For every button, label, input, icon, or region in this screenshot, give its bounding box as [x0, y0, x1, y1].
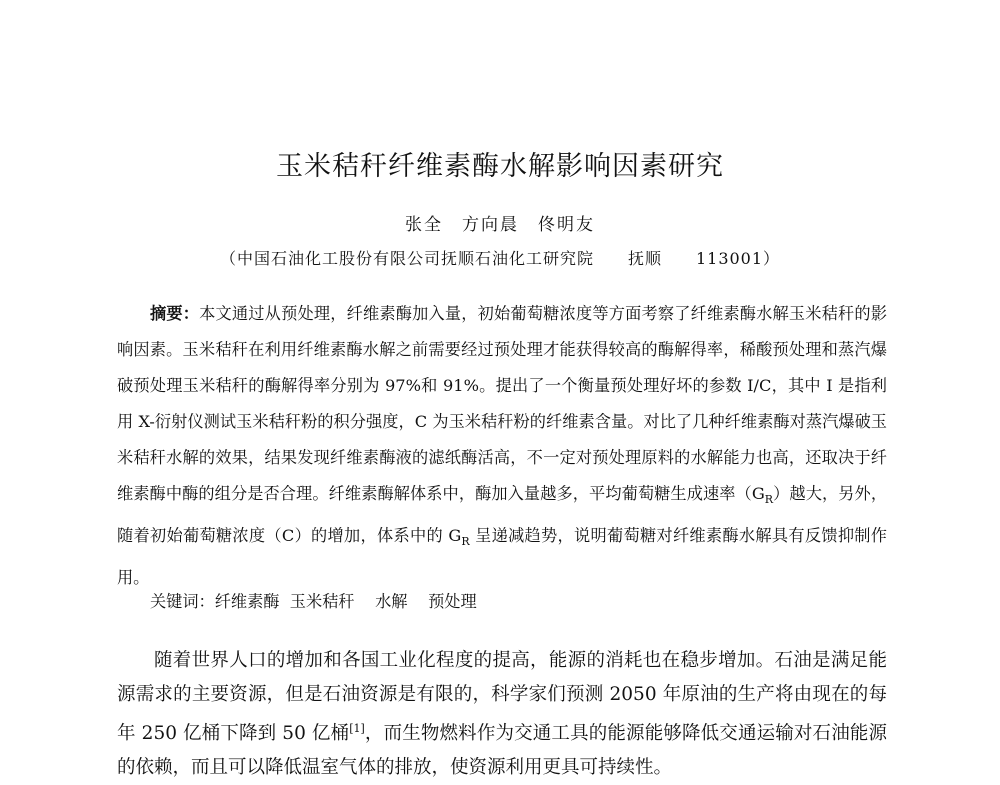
author-list: 张全 方向晨 佟明友	[405, 215, 595, 235]
gr-subscript-1: R	[764, 493, 774, 507]
gr-subscript-2: R	[461, 535, 470, 549]
abstract-text-1: 本文通过从预处理，纤维素酶加入量，初始葡萄糖浓度等方面考察了纤维素酶水解玉米秸秆的影响因素。玉米秸秆在利用纤维素酶水解之前需要经过预处理才能获得较高的酶解得率，稀酸预处理和蒸汽爆破预处理玉米秸秆的酶解得率分别为 97%和 91%。提出了一个衡量预处理好坏的参数 I/C，其中 I 是指利用 X-衍射仪测试玉米秸秆粉的积分强度，C 为玉米秸秆粉的纤维素含量。对比了几种纤维素酶对蒸汽爆破玉米秸秆水解的效果，结果发现纤维素酶液的滤纸酶活高，不一定对预处理原料的水解能力也高，还取决于纤维素酶中酶的组分是否合理。纤维素酶解体系中，酶加入量越多，平均葡萄糖生成速率（G	[117, 304, 888, 503]
keywords: 关键词：纤维素酶 玉米秸秆 水解 预处理	[150, 592, 477, 611]
abstract-text-3: 呈递减趋势，说明葡萄糖对纤维素酶水解具有反馈抑制作用。	[117, 526, 887, 588]
abstract-label: 摘要：	[150, 304, 200, 323]
body-text-2: ，而生物燃料作为交通工具的能源能够降低交通运输对石油能源的依赖，而且可以降低温室气体的排放，使资源利用更具可持续性。	[117, 723, 887, 779]
body-paragraph	[117, 644, 887, 785]
citation-ref: [1]	[349, 722, 365, 735]
affiliation: （中国石油化工股份有限公司抚顺石油化工研究院 抚顺 113001）	[219, 249, 781, 268]
body-text-1: 随着世界人口的增加和各国工业化程度的提高，能源的消耗也在稳步增加。石油是满足能源需求的主要资源，但是石油资源是有限的，科学家们预测 2050 年原油的生产将由现在的每年 250 亿桶下降到 50 亿桶	[117, 650, 887, 745]
paper-title: 玉米秸秆纤维素酶水解影响因素研究	[276, 151, 724, 182]
abstract-text-2: ）越大，另外，随着初始葡萄糖浓度（C）的增加，体系中的 G	[117, 484, 888, 546]
